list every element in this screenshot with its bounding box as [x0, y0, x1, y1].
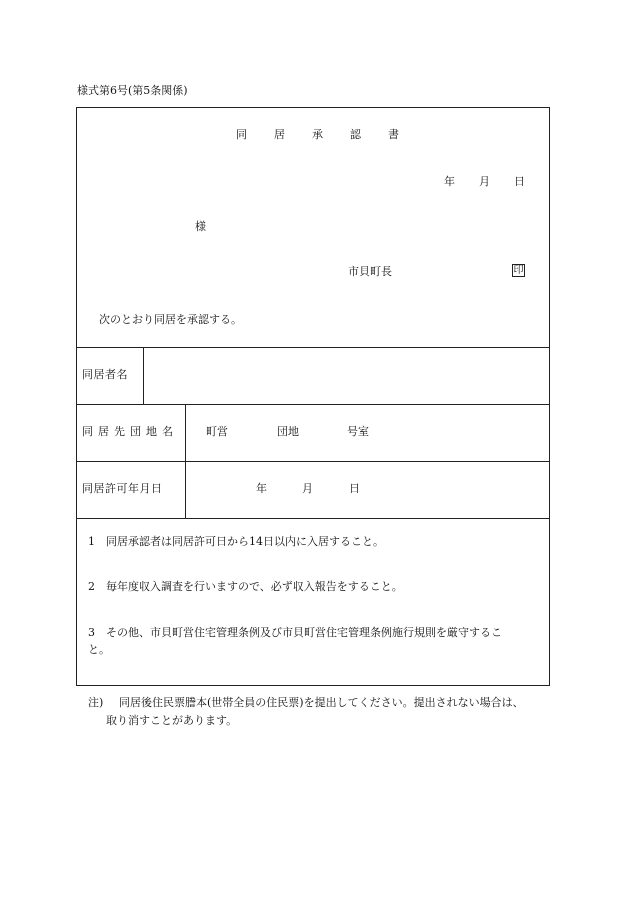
- cohabitant-name-label: 同居者名: [82, 368, 128, 381]
- divider-destination-label: [185, 404, 186, 461]
- divider-date-label: [185, 461, 186, 518]
- header-date-month: 月: [479, 175, 490, 188]
- condition-3: 3 その他、市貝町営住宅管理条例及び市貝町営住宅管理条例施行規則を厳守するこ: [88, 626, 502, 639]
- intro-text: 次のとおり同居を承認する。: [99, 313, 242, 326]
- destination-town: 町営: [206, 425, 228, 438]
- seal-mark: 印: [513, 265, 524, 276]
- form-number: 様式第6号(第5条関係): [77, 84, 188, 97]
- form-box: [76, 107, 550, 686]
- destination-room: 号室: [347, 425, 369, 438]
- permission-date-day: 日: [349, 482, 360, 495]
- divider-name-label: [143, 347, 144, 404]
- title-char: 同: [236, 128, 247, 141]
- condition-3-continued: と。: [88, 643, 110, 656]
- divider-name-row: [76, 404, 550, 405]
- header-date-day: 日: [514, 175, 525, 188]
- divider-header: [76, 347, 550, 348]
- destination-label: 同居先団地名: [82, 425, 178, 438]
- divider-date-row: [76, 518, 550, 519]
- document-title: [236, 128, 399, 142]
- condition-2: 2 毎年度収入調査を行いますので、必ず収入報告をすること。: [88, 580, 403, 593]
- addressee-suffix: 様: [195, 220, 206, 233]
- permission-date-month: 月: [302, 482, 313, 495]
- destination-complex: 団地: [277, 425, 299, 438]
- issuer: 市貝町長: [348, 265, 392, 278]
- header-date-year: 年: [444, 175, 455, 188]
- permission-date-year: 年: [256, 482, 267, 495]
- condition-1: 1 同居承認者は同居許可日から14日以内に入居すること。: [88, 535, 384, 548]
- note-line-2: 取り消すことがあります。: [106, 714, 238, 727]
- title-char: 居: [274, 128, 285, 141]
- permission-date-label: 同居許可年月日: [82, 482, 163, 495]
- title-char: 承: [312, 128, 323, 141]
- note-line-1: 同居後住民票謄本(世帯全員の住民票)を提出してください。提出されない場合は、: [119, 696, 524, 709]
- divider-destination-row: [76, 461, 550, 462]
- title-char: 書: [388, 128, 399, 141]
- note-prefix: 注): [88, 696, 104, 709]
- title-char: 認: [350, 128, 361, 141]
